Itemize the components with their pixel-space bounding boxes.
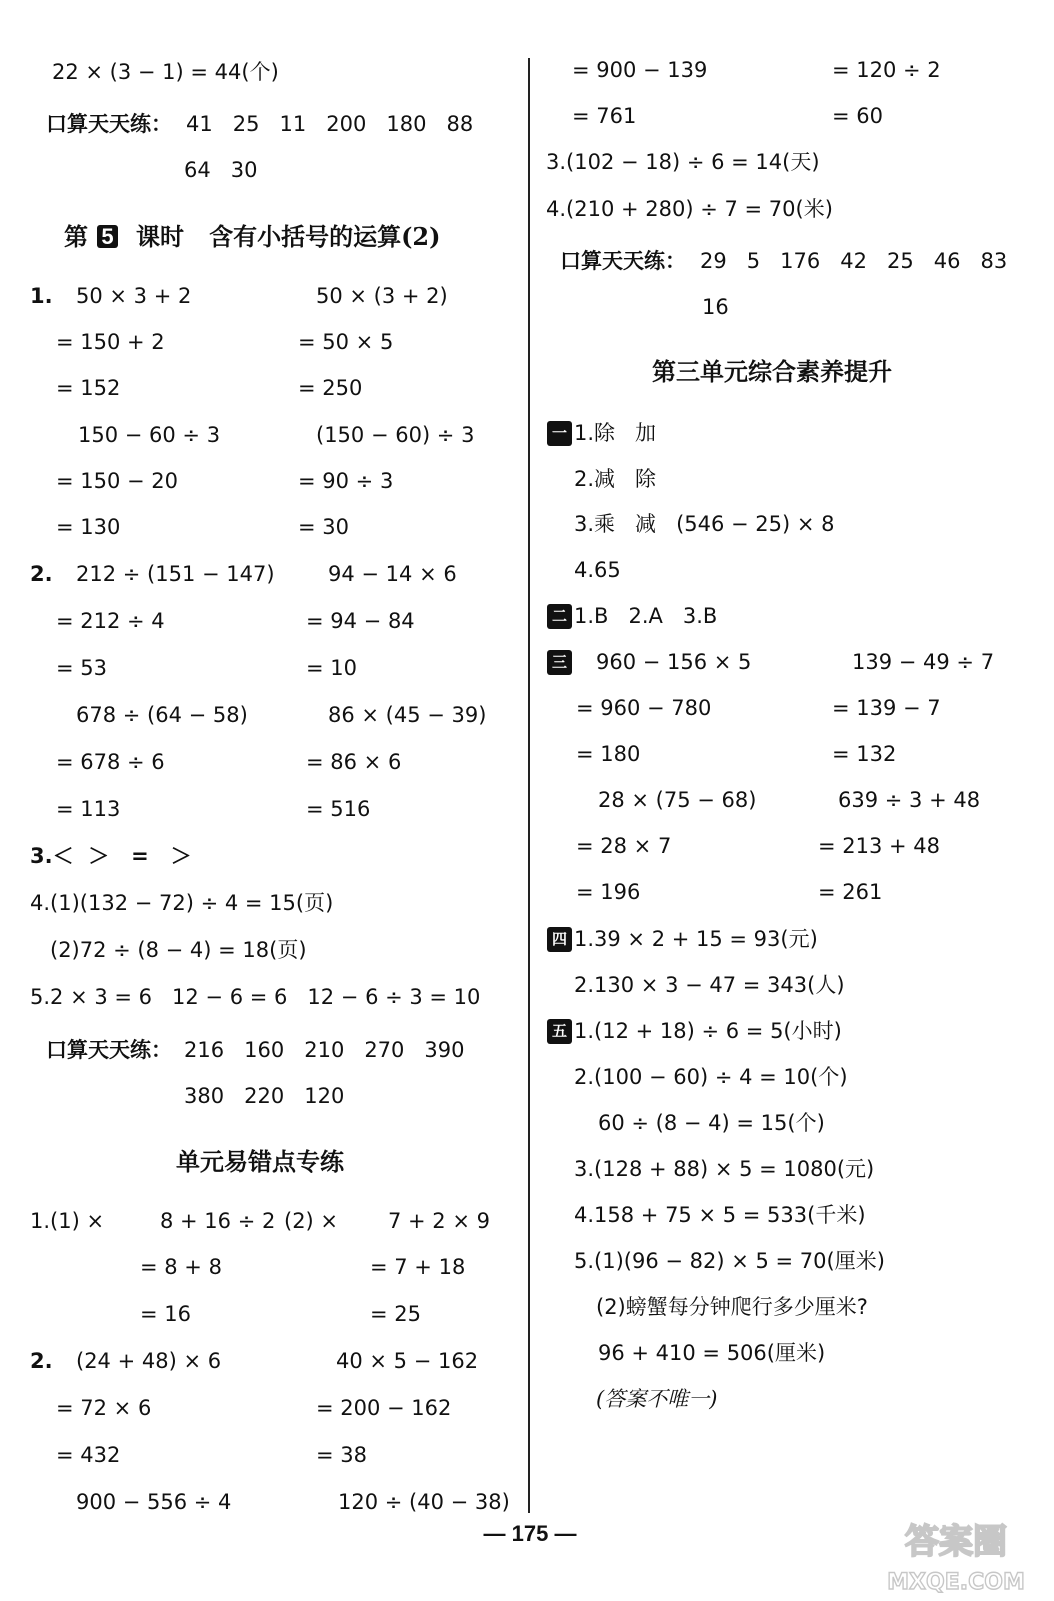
answer-line: 1.除 加: [574, 421, 657, 445]
answer-line: = 8 + 8: [140, 1255, 222, 1279]
answer-line: 139 − 49 ÷ 7: [852, 650, 995, 674]
answer-line: 22 × (3 − 1) = 44(个): [52, 60, 279, 84]
answer-line: 1.(12 + 18) ÷ 6 = 5(小时): [574, 1019, 842, 1043]
answer-line: = 960 − 780: [576, 696, 712, 720]
answer-line: 212 ÷ (151 − 147): [76, 562, 275, 586]
answer-line: 2.(100 − 60) ÷ 4 = 10(个): [574, 1065, 848, 1089]
answer-line: 7 + 2 × 9: [388, 1209, 490, 1233]
lesson-number-badge: 5: [97, 225, 118, 248]
answer-line: = 7 + 18: [370, 1255, 466, 1279]
answer-line: = 10: [306, 656, 357, 680]
answer-line: 120 ÷ (40 − 38): [338, 1490, 510, 1514]
answer-line: (24 + 48) × 6: [76, 1349, 222, 1373]
answer-line: 2.: [30, 562, 53, 586]
section-mark-2: 二: [547, 604, 572, 629]
answer-line: = 130: [56, 515, 121, 539]
answer-line: = 60: [832, 104, 883, 128]
answer-line: = 86 × 6: [306, 750, 402, 774]
column-divider: [528, 58, 530, 1513]
answer-line: = 196: [576, 880, 641, 904]
answer-line: 3.(128 + 88) × 5 = 1080(元): [574, 1157, 875, 1181]
answer-line: 2.130 × 3 − 47 = 343(人): [574, 973, 845, 997]
answer-line: = 150 − 20: [56, 469, 179, 493]
answer-line: = 900 − 139: [572, 58, 708, 82]
answer-line: 29 5 176 42 25 46 83: [700, 249, 1008, 273]
answer-line: 口算天天练：: [46, 1038, 172, 1062]
watermark-logo: [864, 1509, 1048, 1597]
answer-line: = 432: [56, 1443, 121, 1467]
section-mark-3: 三: [547, 650, 572, 675]
answer-line: 1.B 2.A 3.B: [574, 604, 718, 628]
answer-line: = 113: [56, 797, 121, 821]
answer-line: 150 − 60 ÷ 3: [78, 423, 221, 447]
answer-line: = 213 + 48: [818, 834, 941, 858]
answer-line: (2) ×: [284, 1209, 339, 1233]
answer-line: = 212 ÷ 4: [56, 609, 165, 633]
page-number: — 175 —: [483, 1521, 577, 1546]
answer-line: 2.减 除: [574, 467, 657, 491]
answer-line: 60 ÷ (8 − 4) = 15(个): [598, 1111, 825, 1135]
answer-line: 3.(102 − 18) ÷ 6 = 14(天): [546, 150, 820, 174]
answer-line: 3.乘 减 (546 − 25) × 8: [574, 512, 835, 536]
answer-line: = 250: [298, 376, 363, 400]
answer-line: 1.: [30, 284, 53, 308]
answer-line: = 200 − 162: [316, 1396, 452, 1420]
watermark-line-1: 答案圈: [905, 1522, 1007, 1562]
section-heading: 第: [64, 222, 88, 251]
answer-line: = 16: [140, 1302, 191, 1326]
answer-line: = 761: [572, 104, 637, 128]
answer-line: 50 × (3 + 2): [316, 284, 448, 308]
answer-line: 1.(1) ×: [30, 1209, 105, 1233]
answer-line: = 90 ÷ 3: [298, 469, 394, 493]
section-heading: 第三单元综合素养提升: [652, 357, 892, 386]
section-mark-1: 一: [547, 421, 572, 446]
answer-line: 94 − 14 × 6: [328, 562, 457, 586]
answer-line: 41 25 11 200 180 88: [186, 112, 474, 136]
answer-line: 900 − 556 ÷ 4: [76, 1490, 232, 1514]
answer-line: = 516: [306, 797, 371, 821]
section-heading: 课时 含有小括号的运算(2): [136, 222, 441, 251]
answer-line: 4.158 + 75 × 5 = 533(千米): [574, 1203, 866, 1227]
answer-line: 口算天天练：: [46, 112, 172, 136]
section-mark-4: 四: [547, 927, 572, 952]
answer-line: = 38: [316, 1443, 367, 1467]
answer-line: 3.＜ ＞ = ＞: [30, 844, 192, 868]
answer-line: 1.39 × 2 + 15 = 93(元): [574, 927, 818, 951]
answer-line: 216 160 210 270 390: [184, 1038, 465, 1062]
answer-line: 28 × (75 − 68): [598, 788, 757, 812]
answer-line: = 132: [832, 742, 897, 766]
section-mark-5: 五: [547, 1019, 572, 1044]
watermark-line-2: MXQE.COM: [887, 1570, 1025, 1595]
answer-line: 40 × 5 − 162: [336, 1349, 479, 1373]
answer-line: 4.65: [574, 558, 621, 582]
answer-line: = 25: [370, 1302, 421, 1326]
answer-line: (答案不唯一): [596, 1387, 718, 1411]
answer-line: = 50 × 5: [298, 330, 394, 354]
answer-line: 4.(1)(132 − 72) ÷ 4 = 15(页): [30, 891, 334, 915]
answer-line: 2.: [30, 1349, 53, 1373]
answer-line: 4.(210 + 280) ÷ 7 = 70(米): [546, 197, 833, 221]
answer-line: = 139 − 7: [832, 696, 941, 720]
answer-line: (2)72 ÷ (8 − 4) = 18(页): [50, 938, 307, 962]
answer-line: = 152: [56, 376, 121, 400]
answer-line: 960 − 156 × 5: [596, 650, 752, 674]
answer-line: = 678 ÷ 6: [56, 750, 165, 774]
answer-line: 96 + 410 = 506(厘米): [598, 1341, 826, 1365]
answer-line: 64 30: [184, 158, 258, 182]
answer-line: 16: [702, 295, 729, 319]
answer-line: = 150 + 2: [56, 330, 165, 354]
answer-line: = 28 × 7: [576, 834, 672, 858]
answer-line: = 180: [576, 742, 641, 766]
answer-line: 86 × (45 − 39): [328, 703, 487, 727]
answer-line: 口算天天练：: [560, 249, 686, 273]
answer-line: (150 − 60) ÷ 3: [316, 423, 475, 447]
answer-line: 639 ÷ 3 + 48: [838, 788, 981, 812]
answer-line: 380 220 120: [184, 1084, 345, 1108]
answer-line: 5.(1)(96 − 82) × 5 = 70(厘米): [574, 1249, 885, 1273]
answer-line: = 94 − 84: [306, 609, 415, 633]
answer-line: 5.2 × 3 = 6 12 − 6 = 6 12 − 6 ÷ 3 = 10: [30, 985, 481, 1009]
answer-line: (2)螃蟹每分钟爬行多少厘米?: [596, 1295, 868, 1319]
answer-line: 678 ÷ (64 − 58): [76, 703, 248, 727]
section-heading: 单元易错点专练: [176, 1147, 344, 1176]
answer-line: = 72 × 6: [56, 1396, 152, 1420]
answer-line: 8 + 16 ÷ 2: [160, 1209, 276, 1233]
answer-line: = 30: [298, 515, 349, 539]
answer-line: = 53: [56, 656, 107, 680]
answer-line: 50 × 3 + 2: [76, 284, 192, 308]
answer-line: = 120 ÷ 2: [832, 58, 941, 82]
answer-line: = 261: [818, 880, 883, 904]
